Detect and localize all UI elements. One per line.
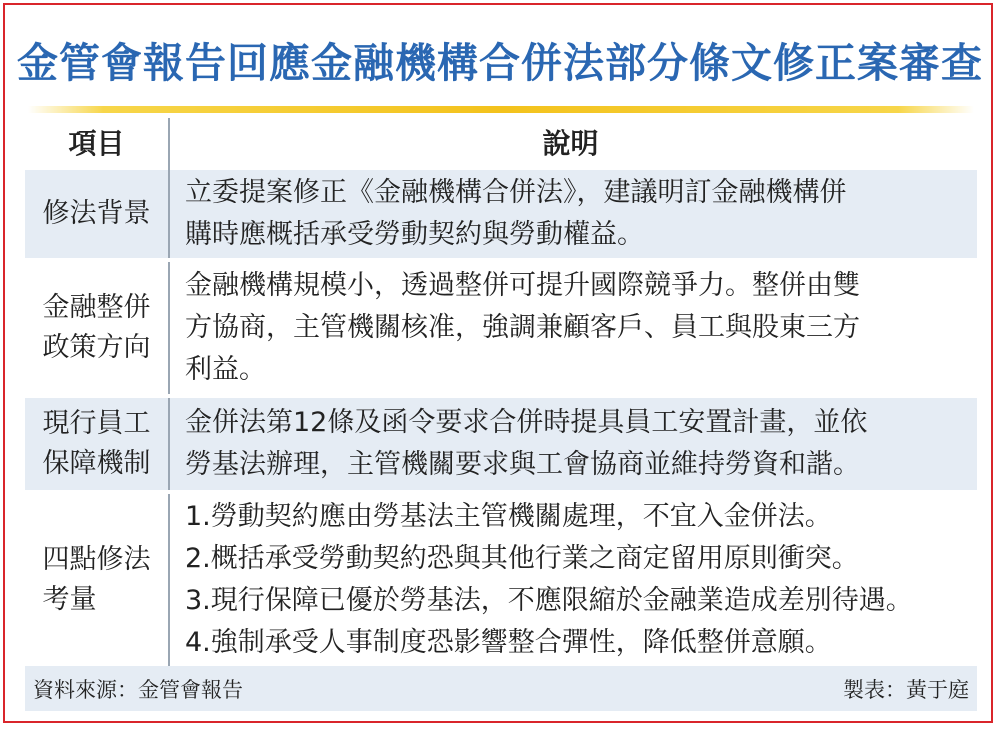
page-title: 金管會報告回應金融機構合併法部分條文修正案審查 <box>17 39 983 87</box>
table-row <box>25 494 977 666</box>
row-label: 修法背景 <box>25 170 170 258</box>
description-line: 勞基法辦理，主管機關要求與工會協商並維持勞資和諧。 <box>185 449 860 480</box>
row-label-line: 四點修法 <box>42 544 151 575</box>
header-item: 項目 <box>25 118 170 170</box>
header-description: 說明 <box>542 127 599 160</box>
row-label <box>25 398 170 490</box>
row-label <box>25 494 170 666</box>
table-row <box>25 398 977 490</box>
description-line: 4.強制承受人事制度恐影響整合彈性，降低整併意願。 <box>185 627 832 658</box>
row-description <box>170 398 977 490</box>
description-line: 利益。 <box>185 354 266 385</box>
row-label-line: 保障機制 <box>42 448 151 479</box>
description-line: 立委提案修正《金融機構合併法》，建議明訂金融機構併 <box>185 177 847 208</box>
info-table <box>25 118 977 666</box>
description-line: 1.勞動契約應由勞基法主管機關處理，不宜入金併法。 <box>185 501 832 532</box>
row-label <box>25 262 170 394</box>
row-label-line: 金融整併 <box>42 292 151 323</box>
description-line: 方協商，主管機關核准，強調兼顧客戶、員工與股東三方 <box>185 312 860 343</box>
table-row <box>25 170 977 258</box>
row-description <box>170 494 977 666</box>
row-label-line: 現行員工 <box>42 408 151 439</box>
credit-note: 製表：黃于庭 <box>843 677 969 702</box>
description-line: 金融機構規模小，透過整併可提升國際競爭力。整併由雙 <box>185 270 860 301</box>
description-line: 3.現行保障已優於勞基法，不應限縮於金融業造成差別待遇。 <box>185 585 913 616</box>
source-note: 資料來源：金管會報告 <box>33 677 243 702</box>
table-header-row <box>25 118 977 170</box>
row-description <box>170 262 977 394</box>
row-label-line: 政策方向 <box>42 332 151 363</box>
description-line: 金併法第12條及函令要求合併時提具員工安置計畫，並依 <box>185 407 868 438</box>
row-description <box>170 170 977 258</box>
description-line: 2.概括承受勞動契約恐與其他行業之商定留用原則衝突。 <box>185 543 859 574</box>
table-footer <box>25 666 977 711</box>
description-line: 購時應概括承受勞動契約與勞動權益。 <box>185 219 644 250</box>
table-row <box>25 262 977 394</box>
row-label-line: 考量 <box>42 584 97 615</box>
title-divider <box>28 106 974 113</box>
